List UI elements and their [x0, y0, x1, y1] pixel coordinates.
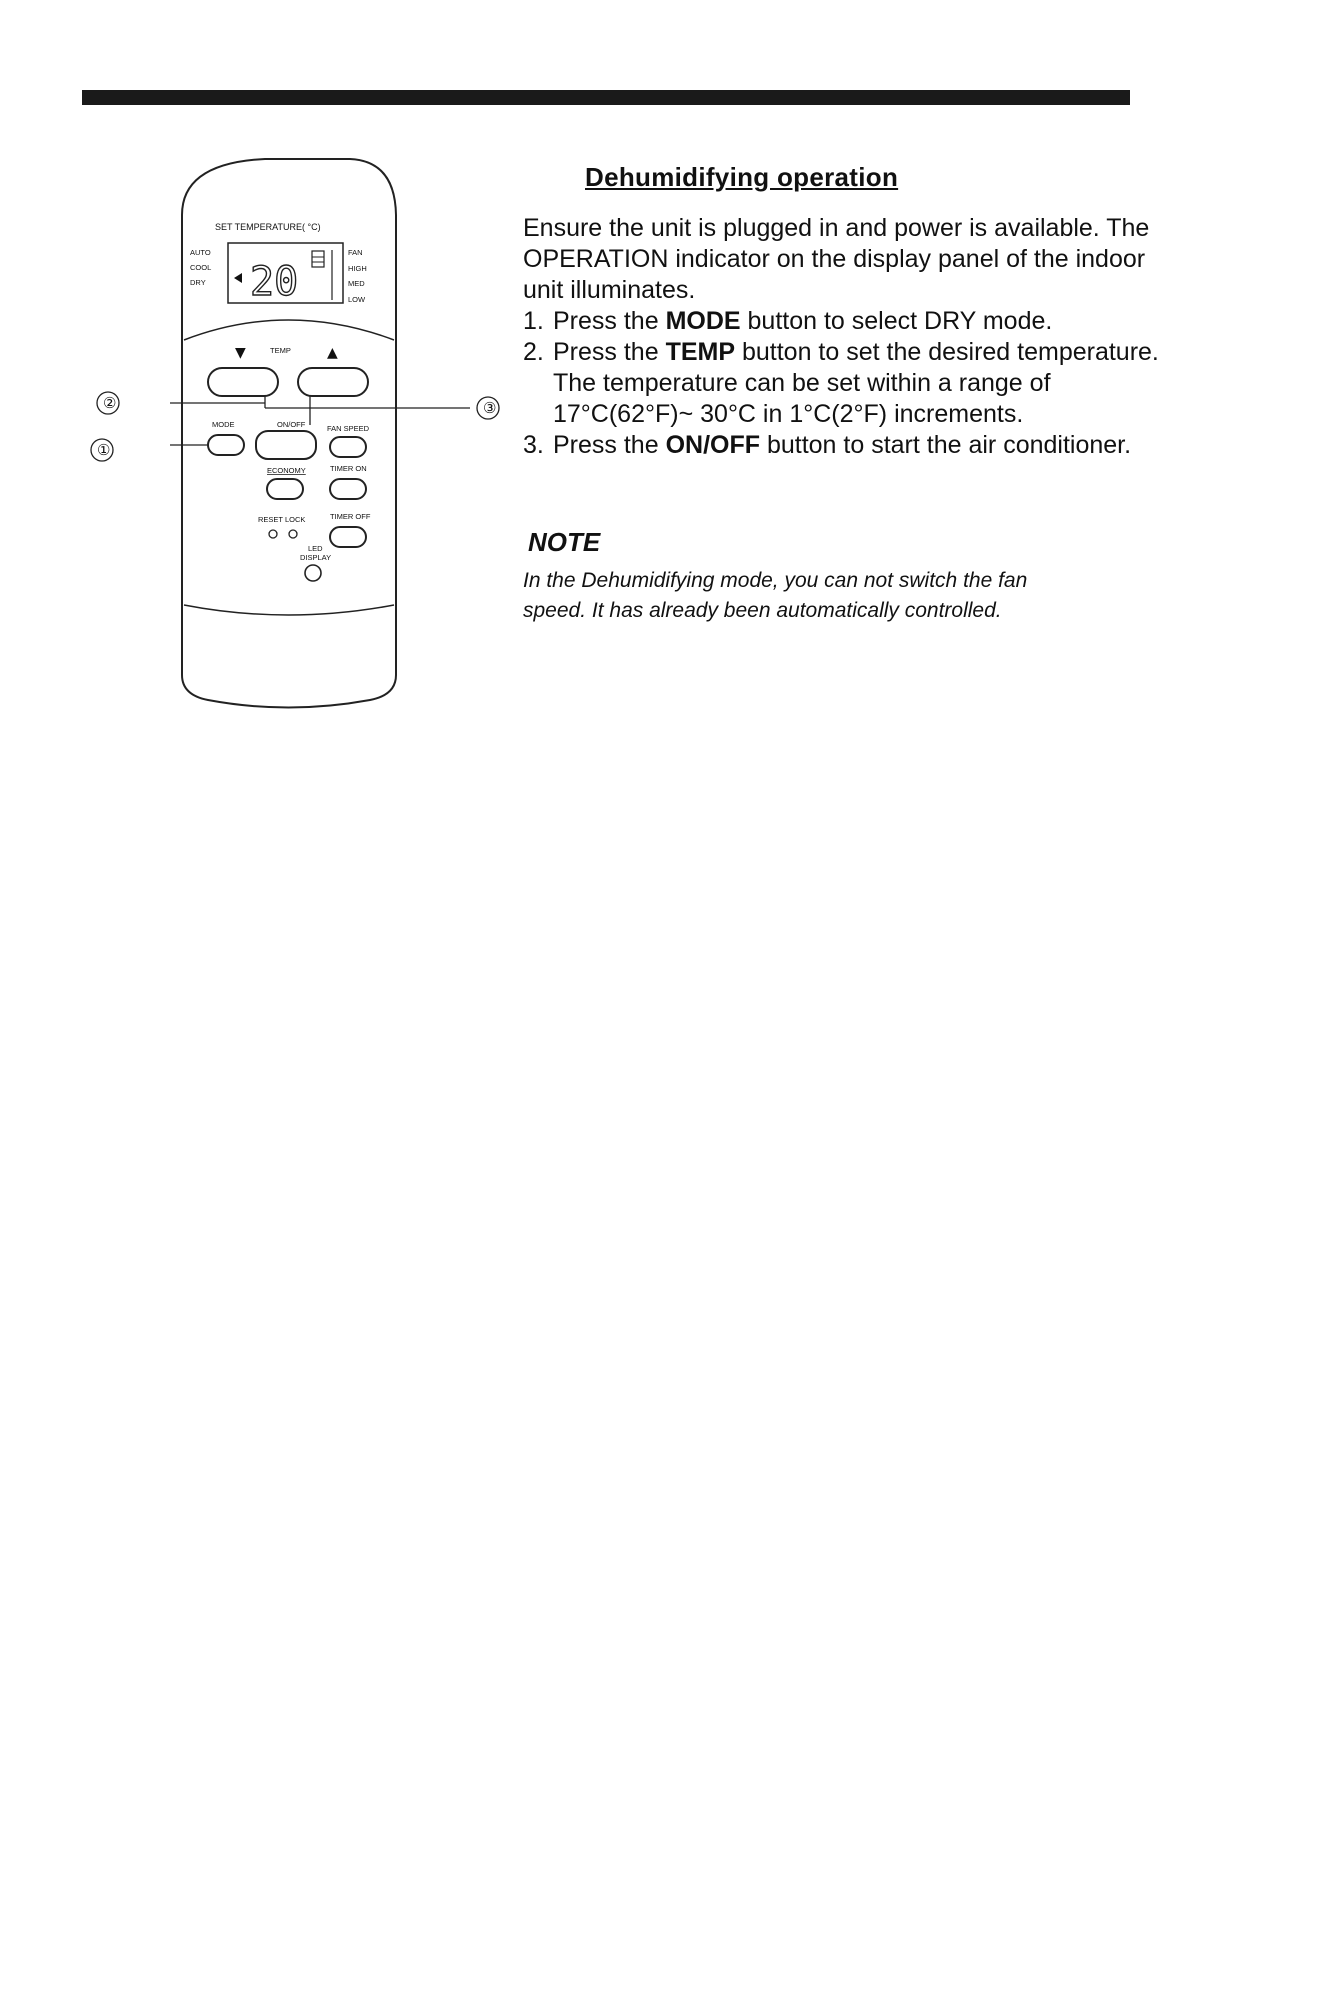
fan-label: FAN — [348, 248, 363, 257]
temp-label: TEMP — [270, 346, 291, 355]
section-heading: Dehumidifying operation — [585, 162, 899, 192]
timer-off-button — [330, 527, 366, 547]
instructions — [523, 213, 1183, 461]
reset-lock-label: RESET LOCK — [258, 515, 306, 524]
step-number: 2. — [523, 338, 544, 366]
step-keyword: ON/OFF — [665, 431, 760, 459]
callout-markers — [80, 380, 500, 470]
step-1 — [523, 306, 1183, 337]
step-text: button to start the air conditioner. — [760, 431, 1132, 459]
step-number: 1. — [523, 307, 544, 335]
lcd-digits: 20 — [250, 259, 299, 305]
step-text: Press the — [553, 431, 666, 459]
economy-label: ECONOMY — [267, 466, 306, 475]
fan-high: HIGH — [348, 264, 367, 273]
display-label: DISPLAY — [300, 553, 332, 562]
step-text: Press the — [553, 307, 666, 335]
fan-low: LOW — [348, 295, 366, 304]
step-2 — [523, 337, 1183, 430]
mode-label: MODE — [212, 420, 235, 429]
onoff-label: ON/OFF — [277, 420, 306, 429]
step-keyword: MODE — [665, 307, 741, 335]
mode-auto: AUTO — [190, 248, 211, 257]
note-title: NOTE — [528, 527, 601, 557]
set-temperature-label: SET TEMPERATURE( °C) — [215, 222, 321, 232]
step-text: Press the — [553, 338, 666, 366]
note-body: In the Dehumidifying mode, you can not switch the fan speed. It has already been automatically controlled. — [523, 569, 1028, 622]
step-text: button to set the desired temperature. The temperature can be set within a range of 17°C(62°F)~ 30°C in 1°C(2°F) increments. — [553, 338, 1159, 428]
lock-button — [289, 530, 297, 538]
step-text: button to select DRY mode. — [740, 307, 1053, 335]
callout-1: ① — [97, 442, 111, 459]
callout-2: ② — [103, 395, 117, 412]
led-label: LED — [308, 544, 323, 553]
temp-down-icon: ▼ — [235, 345, 246, 361]
step-3 — [523, 430, 1183, 461]
header-rule — [82, 90, 1130, 105]
mode-dry: DRY — [190, 278, 206, 287]
mode-cool: COOL — [190, 263, 212, 272]
led-display-button — [305, 565, 321, 581]
callout-3: ③ — [483, 400, 497, 417]
step-number: 3. — [523, 431, 544, 459]
step-keyword: TEMP — [665, 338, 736, 366]
timer-off-label: TIMER OFF — [330, 512, 371, 521]
timer-on-label: TIMER ON — [330, 464, 367, 473]
economy-button — [267, 479, 303, 499]
fan-speed-label: FAN SPEED — [327, 424, 370, 433]
intro-paragraph: Ensure the unit is plugged in and power is available. The OPERATION indicator on the display panel of the indoor unit illuminates. — [523, 214, 1150, 304]
fan-med: MED — [348, 279, 365, 288]
reset-button — [269, 530, 277, 538]
timer-on-button — [330, 479, 366, 499]
temp-up-icon: ▲ — [327, 345, 338, 361]
